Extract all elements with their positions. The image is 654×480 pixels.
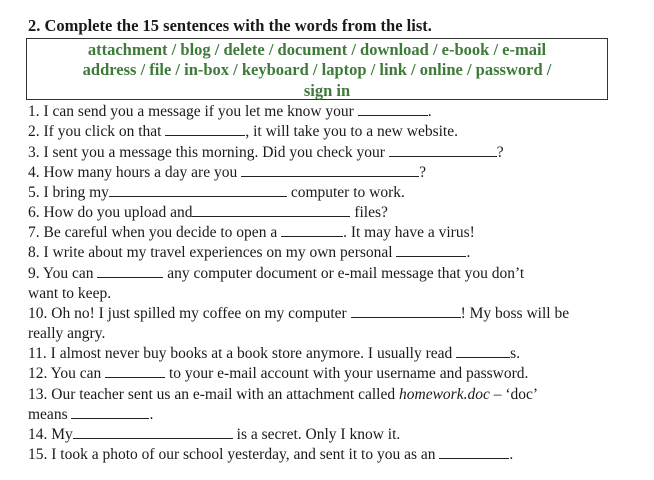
sentence-7-end: . It may have a virus!: [343, 224, 475, 241]
sentence-8-end: .: [466, 244, 471, 261]
sentence-11: [28, 345, 520, 363]
sentence-4-text: 4. How many hours a day are you: [28, 164, 238, 181]
sentence-13-mid: – ‘doc’: [493, 386, 539, 403]
sentence-13-continued: [28, 406, 153, 424]
sentence-15-text: 15. I took a photo of our school yesterday, and sent it to you as an: [28, 446, 436, 463]
word-list-line-1: attachment / blog / delete / document / download / e-book / e-mail: [87, 40, 547, 59]
word-list-line-2: address / file / in-box / keyboard / laptop / link / online / password /: [82, 60, 552, 79]
sentence-13-means: means: [28, 406, 68, 423]
sentence-7-text: 7. Be careful when you decide to open a: [28, 224, 278, 241]
sentence-5-text: 5. I bring my: [28, 184, 109, 201]
exercise-title: 2. Complete the 15 sentences with the words from the list.: [28, 16, 432, 35]
answer-blank-13[interactable]: [71, 406, 149, 419]
sentence-14: [28, 426, 400, 444]
sentence-3-end: ?: [496, 144, 504, 161]
sentence-13-end: .: [149, 406, 154, 423]
answer-blank-15[interactable]: [439, 446, 509, 459]
sentence-1-end: .: [427, 103, 432, 120]
sentence-10-mid: ! My boss will be: [460, 305, 570, 322]
sentence-10: [28, 305, 569, 323]
sentence-10-text: 10. Oh no! I just spilled my coffee on my computer: [28, 305, 347, 322]
sentence-12-text: 12. You can: [28, 365, 102, 382]
sentence-11-end: s.: [510, 345, 521, 362]
sentence-2-text: 2. If you click on that: [28, 123, 162, 140]
sentence-9-mid: any computer document or e-mail message that you don’t: [167, 265, 525, 282]
answer-blank-1[interactable]: [358, 103, 428, 116]
sentence-8-text: 8. I write about my travel experiences on my own personal: [28, 244, 393, 261]
answer-blank-10[interactable]: [351, 305, 461, 318]
sentence-13-filename: homework.doc: [399, 386, 490, 403]
sentence-1-text: 1. I can send you a message if you let me know your: [28, 103, 354, 120]
answer-blank-3[interactable]: [389, 144, 497, 157]
sentence-11-text: 11. I almost never buy books at a book store anymore. I usually read: [28, 345, 453, 362]
sentence-6: [28, 204, 388, 222]
sentence-12: [28, 365, 528, 383]
sentence-9: [28, 265, 524, 283]
sentence-4-end: ?: [419, 164, 426, 181]
answer-blank-14[interactable]: [73, 426, 233, 439]
sentence-13-text: 13. Our teacher sent us an e-mail with an attachment called: [28, 386, 396, 403]
sentence-1: [28, 103, 432, 121]
sentence-12-end: to your e-mail account with your username and password.: [168, 365, 529, 382]
answer-blank-4[interactable]: [241, 164, 419, 177]
sentence-2: [28, 123, 458, 141]
sentence-15: [28, 446, 513, 464]
sentence-5-end: computer to work.: [290, 184, 405, 201]
answer-blank-5[interactable]: [109, 184, 287, 197]
answer-blank-11[interactable]: [456, 345, 510, 358]
sentence-15-end: .: [509, 446, 514, 463]
sentence-6-text: 6. How do you upload and: [28, 204, 193, 221]
sentence-14-end: is a secret. Only I know it.: [236, 426, 401, 443]
sentence-9-text: 9. You can: [28, 265, 94, 282]
sentence-2-end: , it will take you to a new website.: [245, 123, 458, 140]
sentence-4: [28, 164, 426, 182]
word-list-line-3: sign in: [303, 81, 351, 100]
answer-blank-2[interactable]: [165, 123, 245, 136]
sentence-5: [28, 184, 405, 202]
sentence-10-end: really angry.: [28, 325, 106, 342]
sentence-6-end: files?: [354, 204, 388, 221]
answer-blank-7[interactable]: [281, 224, 343, 237]
sentence-10-continued: [28, 325, 105, 343]
sentence-9-end: want to keep.: [28, 285, 112, 302]
sentence-8: [28, 244, 470, 262]
answer-blank-8[interactable]: [396, 244, 466, 257]
sentence-3: [28, 144, 504, 162]
answer-blank-12[interactable]: [105, 365, 165, 378]
sentence-3-text: 3. I sent you a message this morning. Did you check your: [28, 144, 385, 161]
answer-blank-9[interactable]: [97, 265, 163, 278]
sentence-9-continued: [28, 285, 111, 303]
answer-blank-6[interactable]: [192, 204, 350, 217]
sentence-14-text: 14. My: [28, 426, 73, 443]
sentence-7: [28, 224, 475, 242]
sentence-13: [28, 386, 538, 404]
